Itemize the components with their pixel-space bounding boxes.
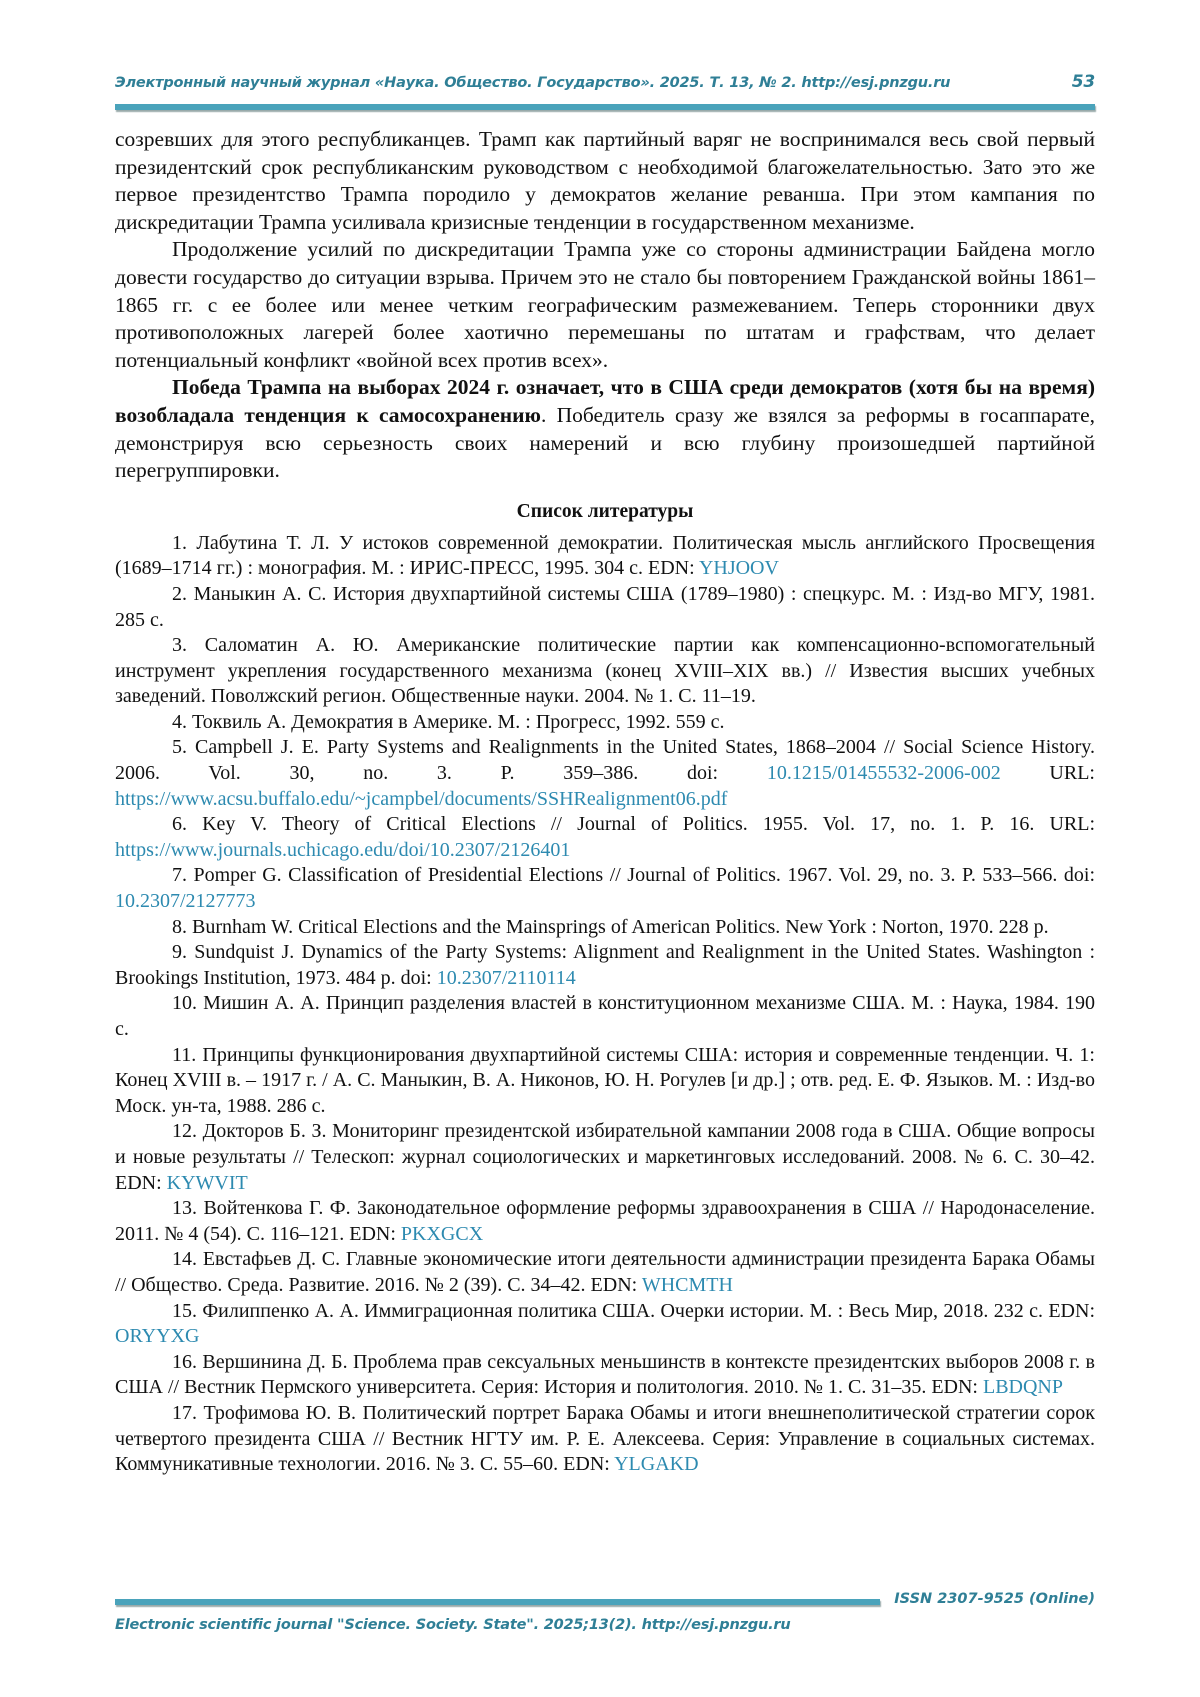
reference-link[interactable]: https://www.acsu.buffalo.edu/~jcampbel/documents/SSHRealignment06.pdf [115, 787, 728, 810]
text-span: 12. Докторов Б. З. Мониторинг президентской избирательной кампании 2008 года в США. Общие вопросы и новые результаты // Телескоп: журнал социологических и маркетинговых исследований. 2008. № 6. С. 30–42. EDN: [115, 1120, 1095, 1194]
reference-link[interactable]: 10.2307/2127773 [115, 890, 256, 913]
text-span: . Победитель сразу же взялся за реформы в госаппарате, демонстрируя всю серьезность своих намерений и всю глубину произошедшей партийной перегруппировки. [115, 402, 1095, 483]
text-span: 14. Евстафьев Д. С. Главные экономические итоги деятельности администрации президента Барака Обамы // Общество. Среда. Развитие. 2016. № 2 (39). С. 34–42. EDN: [115, 1248, 1095, 1296]
footer-rule [115, 1599, 880, 1605]
text-span: Продолжение усилий по дискредитации Трампа уже со стороны администрации Байдена могло довести государство до ситуации взрыва. Причем это не стало бы повторением Гражданской войны 1861–1865 гг. с ее более или менее четким географическим размежеванием. Теперь сторонники двух противоположных лагерей более хаотично перемешаны по штатам и графствам, что делает потенциальный конфликт «войной всех против всех». [115, 237, 1095, 372]
text-span: 1. Лабутина Т. Л. У истоков современной демократии. Политическая мысль английского Просвещения (1689–1714 гг.) : монография. М. : ИРИС-ПРЕСС, 1995. 304 с. EDN: [115, 531, 1095, 580]
paragraph [115, 374, 1095, 484]
reference-link[interactable]: WHCMTH [641, 1273, 733, 1296]
references-list [115, 531, 1095, 1478]
text-span: 16. Вершинина Д. Б. Проблема прав сексуальных меньшинств в контексте президентских выборов 2008 г. в США // Вестник Пермского университета. Серия: История и политология. 2010. № 1. С. 31–35. EDN: [115, 1350, 1095, 1399]
paragraph [115, 236, 1095, 374]
issn: ISSN 2307-9525 (Online) [894, 1591, 1095, 1607]
reference-item [115, 735, 1095, 812]
reference-item [115, 812, 1095, 863]
references-heading: Список литературы [516, 500, 694, 522]
bold-text: Победа Трампа на выборах 2024 г. означает, что в США среди демократов (хотя бы на время) возобладала тенденция к самосохранению [115, 375, 1095, 427]
reference-item [115, 1401, 1095, 1478]
journal-title: Электронный научный журнал «Наука. Общество. Государство». 2025. Т. 13, № 2. http://esj.pnzgu.ru [115, 75, 951, 91]
reference-link[interactable]: KYWVIT [166, 1171, 248, 1194]
reference-link[interactable]: YHJOOV [698, 557, 779, 580]
reference-item [115, 940, 1095, 991]
reference-link[interactable]: LBDQNP [982, 1376, 1063, 1399]
reference-item [115, 1247, 1095, 1298]
reference-item [115, 1043, 1095, 1120]
text-span: 8. Burnham W. Critical Elections and the Mainsprings of American Politics. New York : Norton, 1970. 228 p. [172, 915, 1049, 938]
reference-item [115, 531, 1095, 582]
reference-link[interactable]: 10.2307/2110114 [436, 966, 576, 989]
text-span: 6. Key V. Theory of Critical Elections // Journal of Politics. 1955. Vol. 17, no. 1. P. 16. URL: [172, 813, 1095, 836]
text-span: созревших для этого республиканцев. Трамп как партийный варяг не воспринимался весь свой первый президентский срок республиканским руководством с необходимой благожелательностью. Зато это же первое президентство Трампа породило у демократов желание реванша. При этом кампания по дискредитации Трампа усиливала кризисные тенденции в государственном механизме. [115, 127, 1095, 234]
text-span: 3. Саломатин А. Ю. Американские политические партии как компенсационно-вспомогательный инструмент укрепления государственного механизма (конец XVIII–XIX вв.) // Известия высших учебных заведений. Поволжский регион. Общественные науки. 2004. № 1. С. 11–19. [115, 634, 1095, 708]
reference-item [115, 1299, 1095, 1350]
text-span: 4. Токвиль А. Демократия в Америке. М. : Прогресс, 1992. 559 с. [172, 710, 725, 733]
text-span: 9. Sundquist J. Dynamics of the Party Systems: Alignment and Realignment in the United States. Washington : Brookings Institution, 1973. 484 p. doi: [115, 941, 1095, 989]
paragraph [115, 126, 1095, 236]
text-span: 15. Филиппенко А. А. Иммиграционная политика США. Очерки истории. М. : Весь Мир, 2018. 232 с. EDN: [172, 1299, 1095, 1322]
header-rule [115, 104, 1095, 110]
reference-item [115, 1196, 1095, 1247]
reference-item [115, 710, 1095, 736]
text-span: URL: [1000, 762, 1095, 785]
reference-item [115, 582, 1095, 633]
reference-item [115, 633, 1095, 710]
reference-item [115, 1350, 1095, 1401]
body-text [115, 126, 1095, 485]
footer-citation: Electronic scientific journal "Science. Society. State". 2025;13(2). http://esj.pnzgu.ru [115, 1617, 791, 1633]
text-span: 11. Принципы функционирования двухпартийной системы США: история и современные тенденции. Ч. 1: Конец XVIII в. – 1917 г. / А. С. Маныкин, В. А. Никонов, Ю. Н. Рогулев [и др.] ; отв. ред. Е. Ф. Языков. М. : Изд-во Моск. ун-та, 1988. 286 с. [115, 1043, 1095, 1117]
reference-link[interactable]: https://www.journals.uchicago.edu/doi/10.2307/2126401 [115, 838, 571, 861]
text-span: 2. Маныкин А. С. История двухпартийной системы США (1789–1980) : спецкурс. М. : Изд-во МГУ, 1981. 285 с. [115, 582, 1095, 631]
text-span: 7. Pomper G. Classification of Presidential Elections // Journal of Politics. 1967. Vol. 29, no. 3. P. 533–566. doi: [172, 864, 1095, 887]
reference-item [115, 1119, 1095, 1196]
text-span: 10. Мишин А. А. Принцип разделения властей в конституционном механизме США. М. : Наука, 1984. 190 с. [115, 992, 1095, 1040]
reference-link[interactable]: YLGAKD [614, 1453, 699, 1476]
page-number: 53 [1071, 72, 1095, 92]
text-span: 5. Campbell J. E. Party Systems and Realignments in the United States, 1868–2004 // Social Science History. 2006. Vol. 30, no. 3. P. 359–386. doi: [115, 736, 1095, 785]
reference-item [115, 915, 1095, 941]
reference-link[interactable]: ORYYXG [115, 1325, 200, 1348]
page-body [115, 126, 1095, 1478]
running-header [115, 72, 1095, 92]
text-span: 17. Трофимова Ю. В. Политический портрет Барака Обамы и итоги внешнеполитической стратегии сорок четвертого президента США // Вестник НГТУ им. Р. Е. Алексеева. Серия: Управление в социальных системах. Коммуникативные технологии. 2016. № 3. С. 55–60. EDN: [115, 1401, 1095, 1476]
text-span: 13. Войтенкова Г. Ф. Законодательное оформление реформы здравоохранения в США // Народонаселение. 2011. № 4 (54). С. 116–121. EDN: [115, 1197, 1095, 1245]
reference-item [115, 863, 1095, 914]
reference-link[interactable]: PKXGCX [400, 1222, 484, 1245]
reference-link[interactable]: 10.1215/01455532-2006-002 [766, 762, 1001, 785]
reference-item [115, 991, 1095, 1042]
